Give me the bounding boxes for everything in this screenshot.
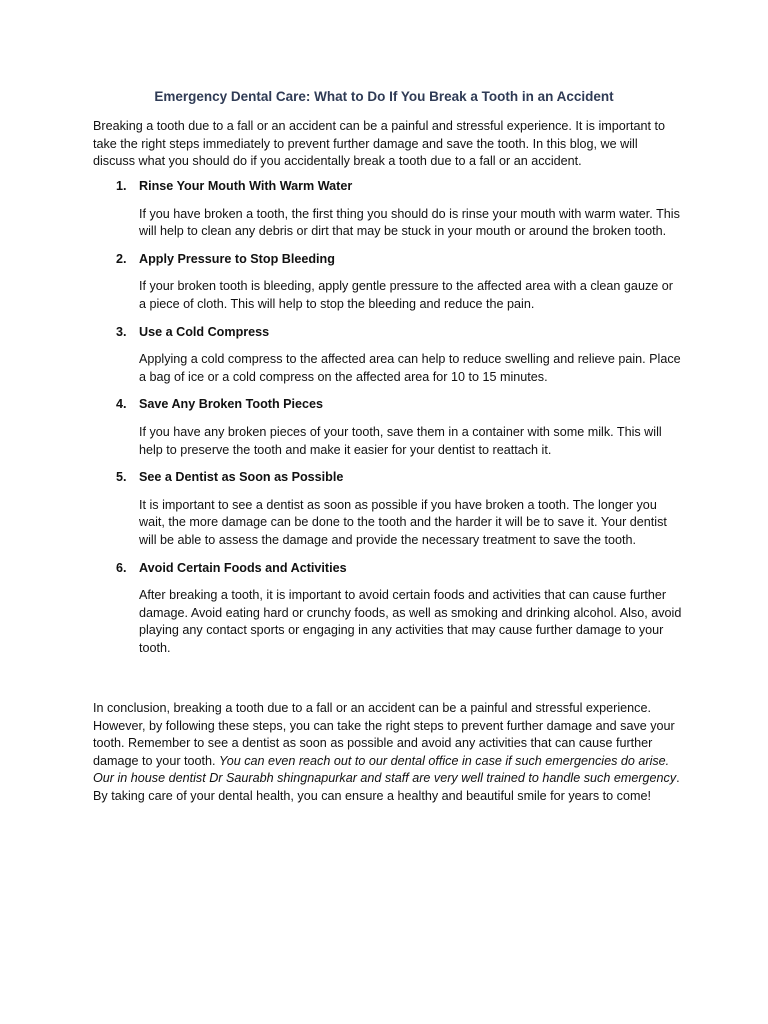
- step-number: 6.: [116, 560, 127, 575]
- page-title: Emergency Dental Care: What to Do If You Break a Tooth in an Accident: [154, 89, 614, 104]
- step-heading: Save Any Broken Tooth Pieces: [139, 397, 324, 412]
- step-body: It is important to see a dentist as soon as possible if you have broken a tooth. The longer you wait, the more damage can be done to the tooth and the harder it will be to save it. Your dentist will be able to assess the damage and provide the necessary treatment to save the tooth.: [139, 497, 667, 547]
- conclusion-paragraph: [93, 700, 683, 806]
- list-item-step-4: [93, 396, 683, 459]
- step-body: If you have broken a tooth, the first thing you should do is rinse your mouth with warm water. This will help to clean any debris or dirt that may be stuck in your mouth or around the broken tooth.: [139, 206, 680, 239]
- step-heading: Rinse Your Mouth With Warm Water: [139, 179, 353, 193]
- step-number: 3.: [116, 324, 127, 339]
- step-heading: Avoid Certain Foods and Activities: [139, 560, 347, 575]
- step-body: If you have any broken pieces of your tooth, save them in a container with some milk. This will help to preserve the tooth and make it easier for your dentist to reattach it.: [139, 424, 662, 457]
- list-item-step-2: [93, 251, 683, 314]
- step-number: 5.: [116, 470, 127, 485]
- step-number: 2.: [116, 251, 127, 266]
- list-item-step-3: [93, 324, 683, 387]
- step-body: Applying a cold compress to the affected area can help to reduce swelling and relieve pain. Place a bag of ice or a cold compress on the affected area for 10 to 15 minutes.: [139, 352, 681, 384]
- step-body: After breaking a tooth, it is important to avoid certain foods and activities that can cause further damage. Avoid eating hard or crunchy foods, as well as smoking and drinking alcohol. Also, avoid playing any contact sports or engaging in any activities that may cause further damage to your tooth.: [139, 588, 682, 655]
- list-item-step-5: [93, 469, 683, 549]
- steps-list: [93, 178, 683, 657]
- conclusion-text: In conclusion, breaking a tooth due to a fall or an accident can be a painful and stressful experience. However, by following these steps, you can take the right steps to prevent further damage and save your tooth. Remember to see a dentist as soon as possible and avoid any activities that can cause further damage to your tooth.: [93, 701, 675, 768]
- step-number: 4.: [116, 397, 127, 412]
- list-item-step-1: [93, 178, 683, 241]
- conclusion-italic-text: You can even reach out to our dental office in case if such emergencies do arise. Our in house dentist Dr Saurabh shingnapurkar and staff are very well trained to handle such emergency: [93, 753, 677, 786]
- list-item-step-6: [93, 560, 683, 658]
- step-heading: Apply Pressure to Stop Bleeding: [139, 251, 335, 266]
- intro-paragraph: Breaking a tooth due to a fall or an accident can be a painful and stressful experience. It is important to take the right steps immediately to prevent further damage and save the tooth. In this blog, we will discuss what you should do if you accidentally break a tooth due to a fall or an accident.: [93, 119, 665, 169]
- step-number: 1.: [116, 179, 127, 193]
- step-heading: Use a Cold Compress: [139, 324, 270, 339]
- step-heading: See a Dentist as Soon as Possible: [139, 470, 344, 485]
- step-body: If your broken tooth is bleeding, apply gentle pressure to the affected area with a clean gauze or a piece of cloth. This will help to stop the bleeding and reduce the pain.: [139, 279, 673, 311]
- conclusion-text-end: . By taking care of your dental health, you can ensure a healthy and beautiful smile for years to come!: [93, 771, 680, 803]
